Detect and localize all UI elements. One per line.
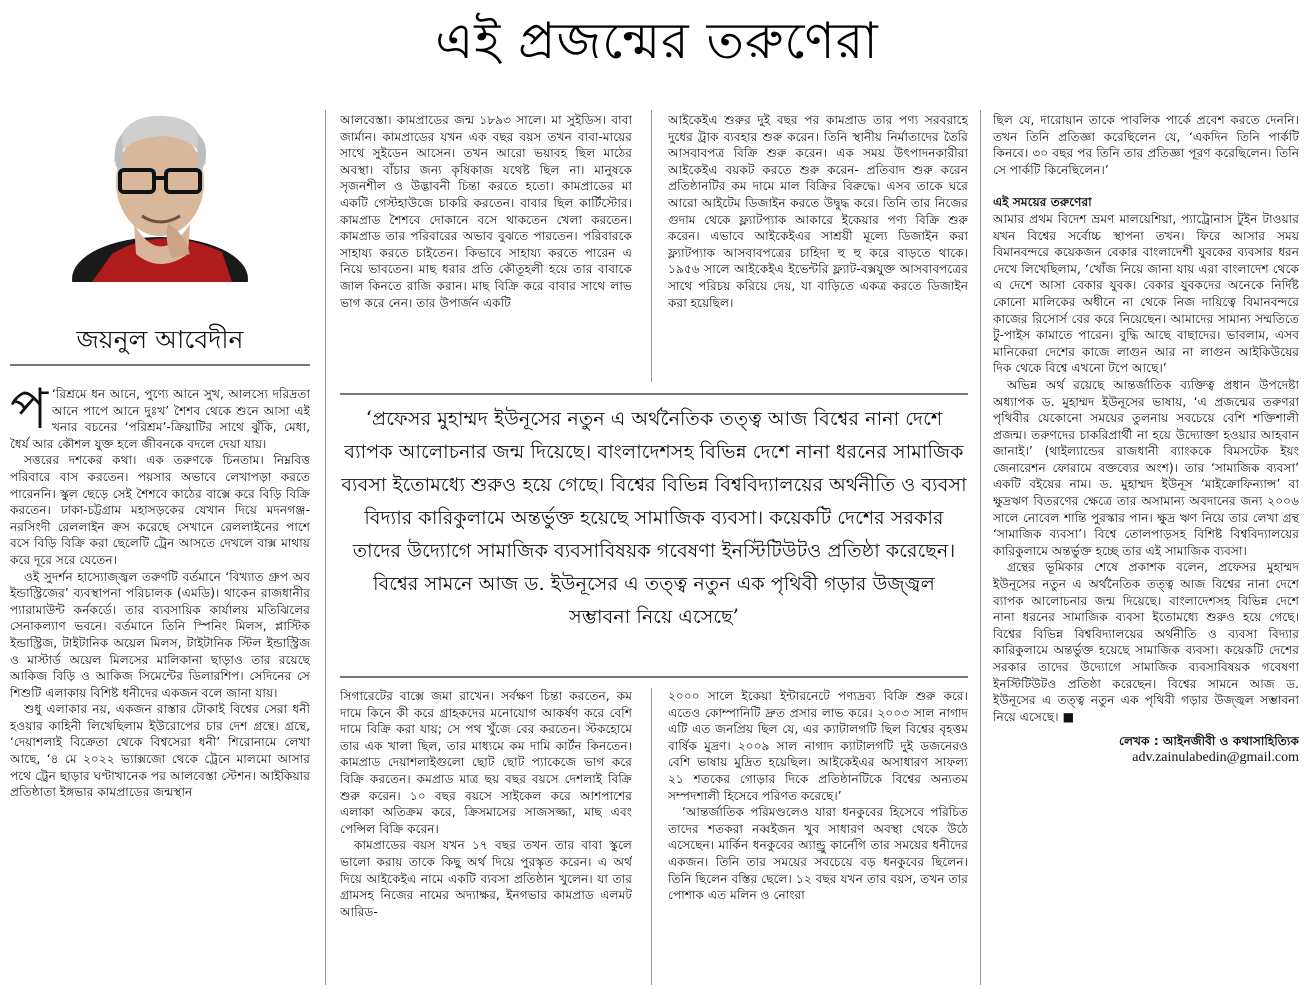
paragraph: ২০০০ সালে ইকেয়া ইন্টারনেটে পণ্যদ্রব্য বিক্রি শুরু করে। এতেও কোম্পানিটি দ্রুত প্রসার লাভ করে। ২০০৩ সাল নাগাদ এটি এত জনপ্রিয় ছিল যে, এর ক্যাটালগটি ছিল বিশ্বের বৃহত্তম বার্ষিক মুদ্রণ। ২০০৯ সাল নাগাদ ক্যাটালগটি দুই ডজনেরও বেশি ভাষায় মুদ্রিত হয়েছিল। আইকেইএর অসাধারণ সাফল্য ২১ শতকের গোড়ার দিকে প্রতিষ্ঠানটিকে বিশ্বের অন্যতম সম্পদশালী হিসেবে পরিণত করেছে।’ <box>668 689 968 803</box>
column-3-top <box>668 112 968 382</box>
column-divider <box>980 110 981 985</box>
pullquote-top-rule <box>340 393 968 395</box>
paragraph: অভিন্ন অর্থ রয়েছে আন্তর্জাতিক ব্যক্তিত্ব প্রধান উপদেষ্টা অধ্যাপক ড. মুহাম্মদ ইউনূসের ভাষায়, ‘এ প্রজন্মের তরুণরা পৃথিবীর যেকোনো সময়ের তুলনায় সবচেয়ে বেশি শক্তিশালী প্রজন্ম। তরুণদের চাকরিপ্রার্থী না হয়ে উদ্যোক্তা হওয়ার আহবান জানাই।’ (থাইল্যান্ডের রাজধানী ব্যাংককে বিমসটেক ইয়ং জেনারেশন ফোরামে বক্তব্যের অংশ)। তার ‘সামাজিক ব্যবসা’ একটি বইয়ের নাম। ড. মুহাম্মদ ইউনূস ‘মাইক্রোফিন্যান্স’ বা ক্ষুদ্রঋণ বিতরণের ক্ষেত্রে তার অসামান্য অবদানের জন্য ২০০৬ সালে নোবেল শান্তি পুরস্কার পান। ক্ষুদ্র ঋণ নিয়ে তার লেখা গ্রন্থ ‘সামাজিক ব্যবসা’। বিশ্বে তোলপাড়সহ বিশিষ্ট বিশ্ববিদ্যালয়ের কারিকুলামে অন্তর্ভুক্ত হচ্ছে তার এই সামাজিক ব্যবসা। <box>993 377 1299 558</box>
paragraph: আলবেস্তা। কামপ্রাডের জন্ম ১৮৯৩ সালে। মা সুইডিস। বাবা জার্মান। কামপ্রাডের যখন এক বছর বয়স তখন বাবা-মায়ের সাথে সুইডেন আসেন। তখন আরো ভয়াবহ ছিল মাঠের অবস্থা। বাঁচার জন্য কৃষিকাজ যথেষ্ট ছিল না। মানুষকে সৃজনশীল ও উদ্ভাবনী চিন্তা করতে হতো। কামপ্রাডের মা একটি গেস্টহাউজে চাকরি করতেন। বাবার ছিল কার্টিস্টোর। কামপ্রাড শৈশবে দোকানে বসে থাকতেন খেলা করতেন। কামপ্রাড তার পরিবারের অভাব বুঝতে পারতেন। পরিবারকে সাহায্য করতে চাইতেন। কিভাবে সাহায্য করতে পারেন এ নিয়ে ভাবতেন। মাছ ধরার প্রতি কৌতূহলী হয়ে তার বাবাকে জাল কিনতে রাজি করান। মাছ বিক্রি করে বাবার সাথে লাভ ভাগ করে নেন। তার উপার্জন একটি <box>340 113 632 310</box>
drop-cap: প <box>10 386 49 442</box>
paragraph: সত্তরের দশকের কথা। এক তরুণকে চিনতাম। নিম্নবিত্ত পরিবারে বাস করতেন। পয়সার অভাবে লেখাপড়া করতে পারেননি। স্কুল ছেড়ে সেই শৈশবে কাঠের বাক্সে করে বিড়ি বিক্রি করতেন। ঢাকা-চট্টগ্রাম মহাসড়কের যেখান দিয়ে মদনগঞ্জ-নরসিংদী রেললাইন ক্রস করেছে সেখানে রেললাইনের পাশে বসে বিড়ি বিক্রি করা ছেলেটি ট্রেন আসতে দেখলে বাক্স মাথায় করে দূরে সরে যেতেন। <box>10 453 310 567</box>
paragraph: ‘আন্তর্জাতিক পরিমণ্ডলেও যারা ধনকুবের হিসেবে পরিচিত তাদের শতকরা নব্বইজন খুব সাধারণ অবস্থা থেকে উঠে এসেছেন। মার্কিন ধনকুবের অ্যান্ড্রু কার্নেগি তার সময়ের ধনীদের একজন। তিনি তার সময়ের সবচেয়ে বড় ধনকুবের ছিলেন। তিনি ছিলেন বস্তির ছেলে। ১২ বছর যখন তার বয়স, তখন তার পোশাক এত মলিন ও নোংরা <box>668 805 968 903</box>
column-1 <box>10 386 310 986</box>
paragraph: গ্রন্থের ভূমিকার শেষে প্রকাশক বলেন, প্রফেসর মুহাম্মদ ইউনূসের নতুন এ অর্থনৈতিক তত্ত্ব আজ বিশ্বের নানা দেশে ব্যাপক আলোচনার জন্ম দিয়েছে। বাংলাদেশসহ বিভিন্ন দেশে নানা ধরনের সামাজিক ব্যবসা ইতোমধ্যে শুরুও হয়ে গেছে। বিশ্বের বিভিন্ন বিশ্ববিদ্যালয়ের অর্থনীতি ও ব্যবসা বিদ্যার কারিকুলামে অন্তর্ভুক্ত হয়েছে সামাজিক ব্যবসা। কয়েকটি দেশের সরকার তাদের উদ্যোগে সামাজিক ব্যবসাবিষয়ক গবেষণা ইনস্টিটিউটও প্রতিষ্ঠা করেছেন। বিশ্বের সামনে আজ ড. ইউনূসের এ তত্ত্ব নতুন এক পৃথিবী গড়ার উজ্জ্বল সম্ভাবনা নিয়ে এসেছে। ■ <box>993 560 1299 724</box>
paragraph: ছিল যে, দারোয়ান তাকে পাবলিক পার্কে প্রবেশ করতে দেননি। তখন তিনি প্রতিজ্ঞা করেছিলেন যে, ‘একদিন তিনি পার্কটি কিনবে। ৩০ বছর পর তিনি তার প্রতিজ্ঞা পূরণ করেছিলেন। তিনি সে পার্কটি কিনেছিলেন।’ <box>993 113 1299 177</box>
column-2-top <box>340 112 632 382</box>
paragraph: আইকেইএ শুরুর দুই বছর পর কামপ্রাড তার পণ্য সরবরাহে দুধের ট্রাক ব্যবহার শুরু করেন। তিনি স্থানীয় নির্মাতাদের তৈরি আসবাবপত্র বিক্রি শুরু করেন। এক সময় উৎপাদনকারীরা আইকেইএ বয়কট করতে শুরু করেন- প্রতিবাদ শুরু করেন প্রতিষ্ঠানটির কম দামে মাল বিক্রির বিরুদ্ধে। এসব তাকে ঘরে আরো আইটেম ডিজাইন করতে উদ্বুদ্ধ করে। তিনি তার নিজের গুদাম থেকে ফ্ল্যাটপ্যাক আকারে ইকেয়ার পণ্য বিক্রি শুরু করেন। এভাবে আইকেইএর সাশ্রয়ী মূল্যে ডিজাইন করা ফ্ল্যাটপ্যাক আসবাবপত্রের চাহিদা হু হু করে বাড়তে থাকে। ১৯৫৬ সালে আইকেইএ ইভেন্টরি ফ্ল্যাট-বক্সযুক্ত আসবাবপত্রের সাথে পরিচয় করিয়ে দেয়, যা বাড়িতে একত্র করতে ডিজাইন করা হয়েছিল। <box>668 113 968 310</box>
headline: এই প্রজন্মের তরুণেরা <box>435 12 879 70</box>
column-2-bottom <box>340 688 632 988</box>
author-photo <box>72 104 248 282</box>
author-email: adv.zainulabedin@gmail.com <box>1132 749 1299 765</box>
column-divider <box>651 110 652 382</box>
column-4 <box>993 112 1299 992</box>
paragraph: ওই সুদর্শন হাস্যোজ্জ্বল তরুণটি বর্তমানে ‘বিখ্যাত গ্রুপ অব ইন্ডাস্ট্রিজের’ ব্যবস্থাপনা পরিচালক (এমডি)। থাকেন রাজধানীর প্যারামাউন্ট কর্নকর্ডে। তার ব্যবসায়িক কার্যালয় মতিঝিলের সেনাকল্যাণ ভবনে। বর্তমানে তিনি স্পিনিং মিলস, প্লাস্টিক ইন্ডাস্ট্রিজ, টাইটানিক অয়েল মিলস, টাইটানিক স্টিল ইন্ডাস্ট্রিজ ও মাস্টার্ড অয়েল মিলসের মালিকানা ছাড়াও তার রয়েছে আকিজ বিড়ি ও আকিজ সিমেন্টের ডিলারশিপ। সেদিনের সে শিশুটি এলাকায় বিশিষ্ট ধনীদের একজন বলে জানা যায়। <box>10 569 310 700</box>
pullquote-bottom-rule <box>340 676 968 678</box>
author-divider <box>10 364 310 366</box>
paragraph: আমার প্রথম বিদেশ ভ্রমণ মালয়েশিয়া, প্যাট্রোনাস টুইন টাওয়ার যখন বিশ্বের সর্বোচ্চ স্থাপনা তখন। ফিরে আসার সময় বিমানবন্দরে কয়েকজন বেকার বাংলাদেশী যুবকের ব্যবসার ধরন দেখে লিখেছিলাম, ‘খোঁজ নিয়ে জানা যায় এরা বাংলাদেশ থেকে এ দেশে আসা বেকার যুবক। বেকার যুবকদের অনেকে নির্দিষ্ট কোনো মালিকের অধীনে না থেকে নিজ দায়িত্বে বিমানবন্দরে কাজের রিসোর্স বের করে নিয়েছেন। আমাদের সামান্য সম্মতিতে টু-পাইস কামাতে পারেন। বুদ্ধি আছে বাছাদের। ভাবলাম, এসব মানিকেরা দেশের কাজে লাগুন আর না লাগুন আইকিউয়ের দিক থেকে বিশ্বে এখনো টপে আছে।’ <box>993 211 1299 376</box>
paragraph: সিগারেটের বাক্সে জমা রাখেন। সর্বক্ষণ চিন্তা করতেন, কম দামে কিনে কী করে গ্রাহকদের মনোযোগ আকর্ষণ করে বেশি দামে বিক্রি করা যায়; সে পথ খুঁজে বের করতেন। স্টকহোমে তার এক খালা ছিল, তার মাধ্যমে কম দামি কার্টন কিনতেন। কামপ্রাড দেয়াশলাইগুলো ছোট ছোট প্যাকেজে ভাগ করে বিক্রি করতেন। কমপ্রাড মাত্র ছয় বছর বয়সে দেশলাই বিক্রি শুরু করেন। ১০ বছর বয়সে সাইকেল করে আশপাশের এলাকা অতিক্রম করে, ক্রিসমাসের সাজসজ্জা, মাছ এবং পেন্সিল বিক্রি করেন। <box>340 689 632 836</box>
author-byline: লেখক : আইনজীবী ও কথাসাহিত্যিক <box>1119 734 1299 749</box>
column-divider <box>325 110 326 985</box>
column-3-bottom <box>668 688 968 988</box>
author-name: জয়নুল আবেদীন <box>76 325 244 354</box>
subheading: এই সময়ের তরুণেরা <box>993 195 1092 210</box>
column-divider <box>651 688 652 985</box>
intro-paragraph: প ‘রিশ্রমে ধন আনে, পুণ্যে আনে সুখ, আলস্যে দরিদ্রতা আনে পাপে আনে দুঃখ’ শৈশব থেকে শুনে আসা এই খনার বচনের ‘পরিশ্রম’-ক্রিয়াটির সাথে ঝুঁকি, মেধা, ধৈর্য আর কৌশল যুক্ত হলে জীবনকে বদলে দেয়া যায়। <box>10 386 310 451</box>
pull-quote: ‘প্রফেসর মুহাম্মদ ইউনূসের নতুন এ অর্থনৈতিক তত্ত্ব আজ বিশ্বের নানা দেশে ব্যাপক আলোচনার জন্ম দিয়েছে। বাংলাদেশসহ বিভিন্ন দেশে নানা ধরনের সামাজিক ব্যবসা ইতোমধ্যে শুরুও হয়ে গেছে। বিশ্বের বিভিন্ন বিশ্ববিদ্যালয়ের অর্থনীতি ও ব্যবসা বিদ্যার কারিকুলামে অন্তর্ভুক্ত হয়েছে সামাজিক ব্যবসা। কয়েকটি দেশের সরকার তাদের উদ্যোগে সামাজিক ব্যবসাবিষয়ক গবেষণা ইনস্টিটিউটও প্রতিষ্ঠা করেছেন। বিশ্বের সামনে আজ ড. ইউনূসের এ তত্ত্ব নতুন এক পৃথিবী গড়ার উজ্জ্বল সম্ভাবনা নিয়ে এসেছে’ <box>341 407 967 628</box>
paragraph: কামপ্রাডের বয়স যখন ১৭ বছর তখন তার বাবা স্কুলে ভালো করায় তাকে কিছু অর্থ দিয়ে পুরস্কৃত করেন। এ অর্থ দিয়ে আইকেইএ নামে একটি ব্যবসা প্রতিষ্ঠান খুলেন। যা তার গ্রামসহ নিজের নামের অদ্যাক্ষর, ইনগভার কামপ্রাড এলমট আরিড- <box>340 838 632 919</box>
paragraph: শুধু এলাকার নয়, একজন রাস্তার টোকাই বিশ্বের সেরা ধনী হওয়ার কাহিনী লিখেছিলাম ইউরোপের চার দেশ গ্রন্থে। গ্রন্থে, ‘দেয়াশলাই বিক্রেতা থেকে বিশ্বসেরা ধনী’ শিরোনামে লেখা আছে, ‘৪ মে ২০২২ ভ্যাক্সজো থেকে ট্রেনে মালমো আসার পথে ট্রেন ছাড়ার ঘণ্টাখানেক পর আলবেস্তা স্টেশন। আইকিয়ার প্রতিষ্ঠাতা ইঙ্গভার কামপ্রাডের জন্মস্থান <box>10 702 310 800</box>
